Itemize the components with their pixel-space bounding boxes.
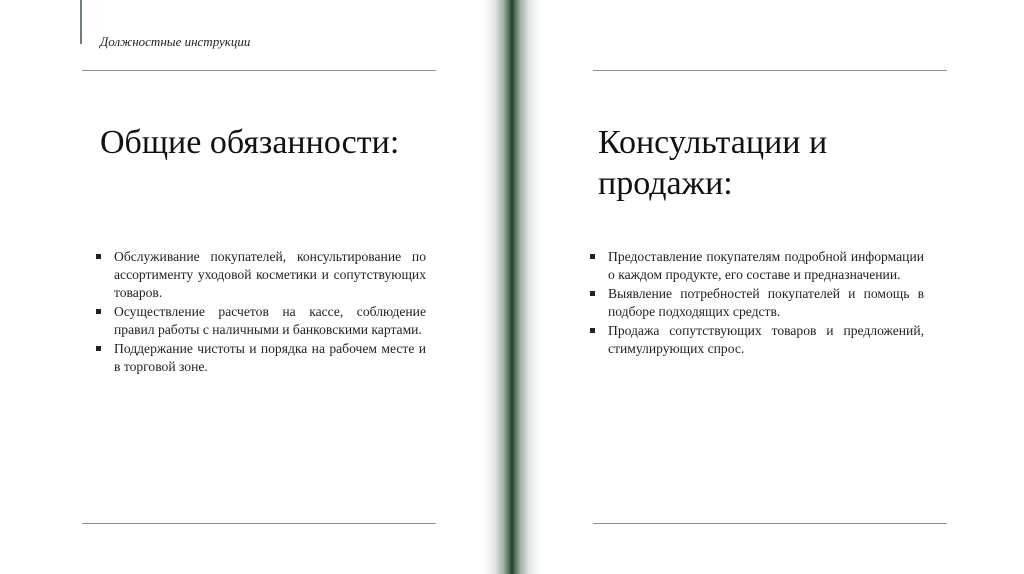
list-item xyxy=(96,248,426,302)
square-bullet-icon xyxy=(590,328,595,333)
right-bottom-rule xyxy=(593,523,947,524)
list-item xyxy=(590,322,924,358)
square-bullet-icon xyxy=(96,254,101,259)
square-bullet-icon xyxy=(96,346,101,351)
list-item xyxy=(590,248,924,284)
list-item xyxy=(96,340,426,376)
bullet-text: Обслуживание покупателей, консультирование по ассортименту уходовой косметики и сопутствующих товаров. xyxy=(114,249,426,300)
right-top-rule xyxy=(593,70,947,71)
square-bullet-icon xyxy=(590,254,595,259)
bullet-text: Осуществление расчетов на кассе, соблюдение правил работы с наличными и банковскими картами. xyxy=(114,304,426,337)
bullet-text: Продажа сопутствующих товаров и предложений, стимулирующих спрос. xyxy=(608,323,924,356)
left-top-rule xyxy=(82,70,436,71)
header-label: Должностные инструкции xyxy=(100,34,251,49)
left-bottom-rule xyxy=(82,523,436,524)
list-item xyxy=(96,303,426,339)
square-bullet-icon xyxy=(96,309,101,314)
corner-accent-bar xyxy=(80,0,82,44)
list-item xyxy=(590,285,924,321)
right-bullet-list xyxy=(590,248,924,359)
bullet-text: Предоставление покупателям подробной информации о каждом продукте, его составе и предназначении. xyxy=(608,249,924,282)
left-bullet-list xyxy=(96,248,426,377)
right-column-title: Консультации и продажи: xyxy=(598,124,828,202)
bullet-text: Выявление потребностей покупателей и помощь в подборе подходящих средств. xyxy=(608,286,924,319)
square-bullet-icon xyxy=(590,291,595,296)
left-column-title: Общие обязанности: xyxy=(100,124,400,161)
center-divider xyxy=(484,0,540,574)
bullet-text: Поддержание чистоты и порядка на рабочем месте и в торговой зоне. xyxy=(114,341,426,374)
